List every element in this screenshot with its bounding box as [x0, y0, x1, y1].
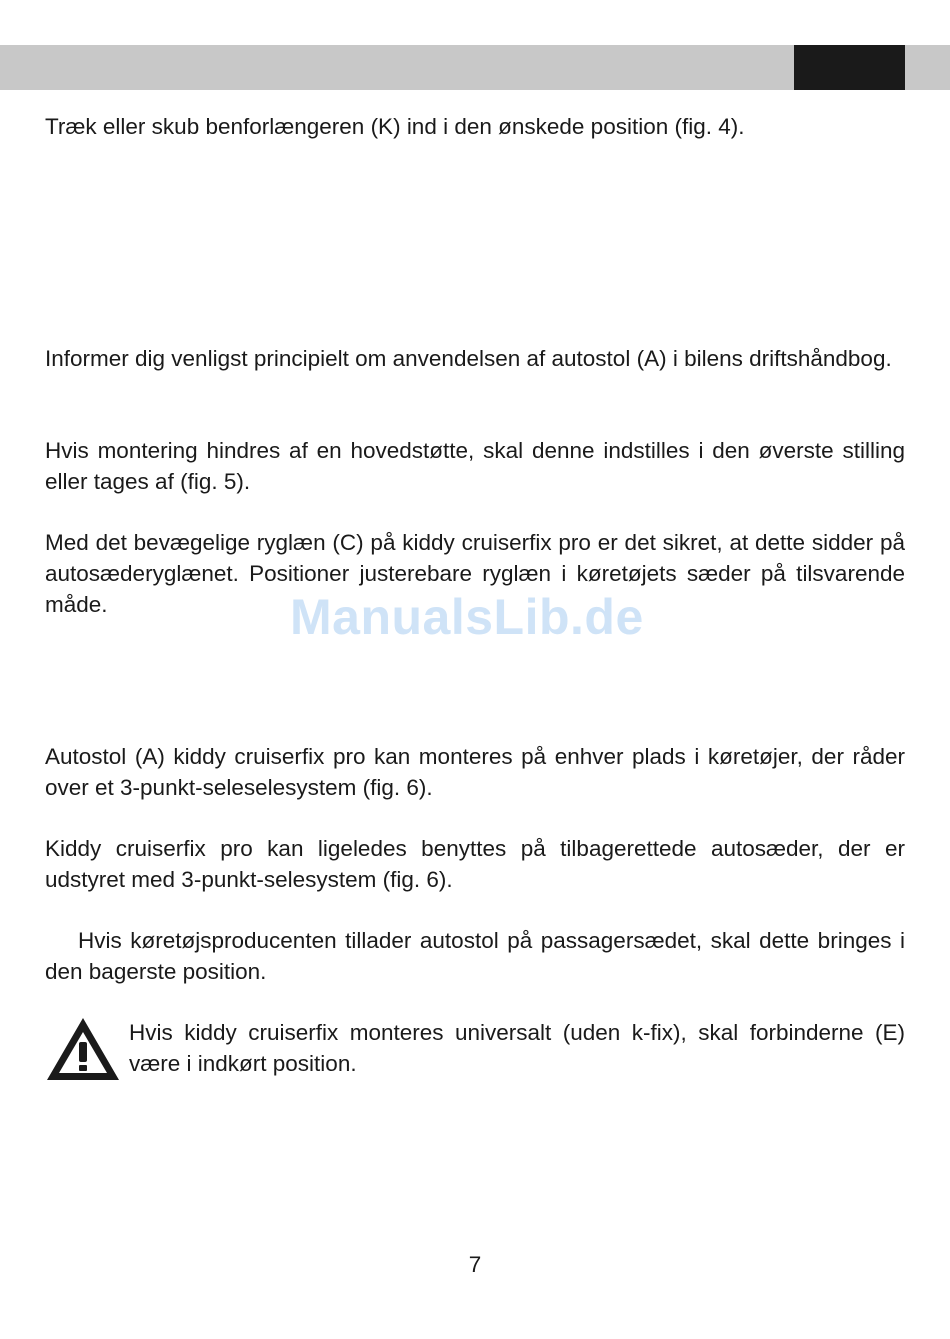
paragraph-backrest: Med det bevægelige ryglæn (C) på kiddy cruiserfix pro er det sikret, at dette sidder på autosæderyglænet. Positioner justerebare ryglæn i køretøjets sæder på tilsvarende måde.: [45, 530, 905, 617]
warning-triangle-icon: [45, 1016, 121, 1082]
header-block: [794, 45, 905, 90]
paragraph-rear-facing: Kiddy cruiserfix pro kan ligeledes benyttes på tilbagerettede autosæder, der er udstyret med 3-punkt-selesystem (fig. 6).: [45, 836, 905, 892]
paragraph-leg-extension: Træk eller skub benforlængeren (K) ind i den ønskede position (fig. 4).: [45, 114, 745, 139]
paragraph-mounting: Autostol (A) kiddy cruiserfix pro kan monteres på enhver plads i køretøjer, der råder over et 3-punkt-seleselesystem (fig. 6).: [45, 744, 905, 800]
paragraph-headrest: Hvis montering hindres af en hovedstøtte, skal denne indstilles i den øverste stilling eller tages af (fig. 5).: [45, 438, 905, 494]
warning-text: Hvis kiddy cruiserfix monteres universalt (uden k-fix), skal forbinderne (E) være i indkørt position.: [129, 1020, 905, 1076]
paragraph-passenger-seat: Hvis køretøjsproducenten tillader autostol på passagersædet, skal dette bringes i den bagerste position.: [45, 928, 905, 984]
watermark: ManualsLib.de: [290, 589, 644, 645]
paragraph-manual-info: Informer dig venligst principielt om anvendelsen af autostol (A) i bilens driftshåndbog.: [45, 346, 892, 371]
page-number: 7: [468, 1252, 482, 1277]
